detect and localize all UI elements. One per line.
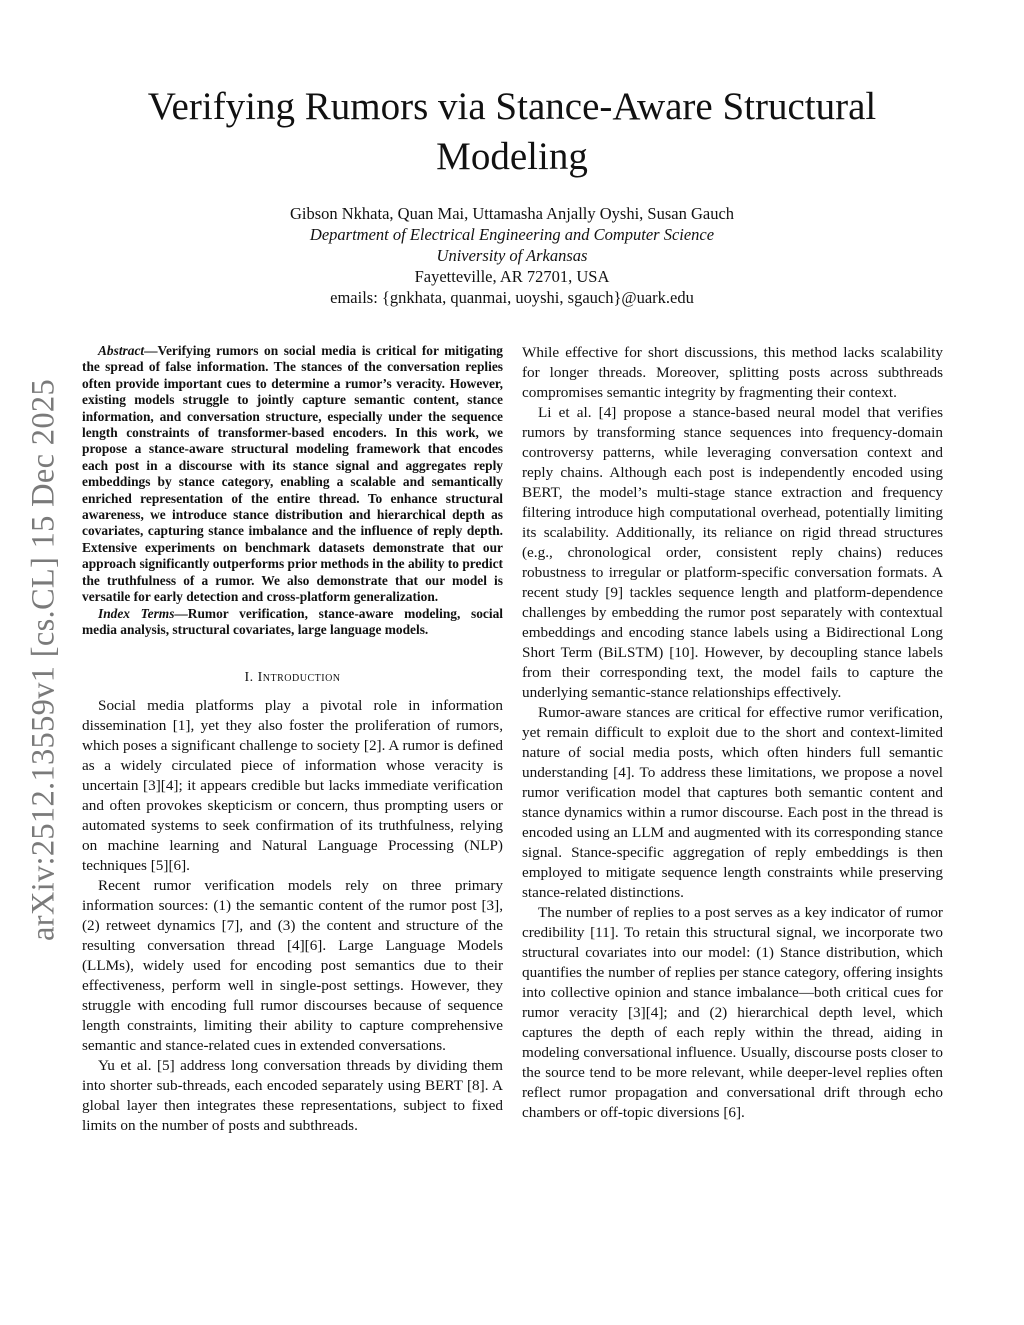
abstract <box>82 343 503 606</box>
section-heading: I. Introduction <box>244 670 341 686</box>
location: Fayetteville, AR 72701, USA <box>414 267 610 286</box>
title-line-2: Modeling <box>436 135 588 178</box>
department: Department of Electrical Engineering and Computer Science <box>309 225 715 244</box>
index-terms-text: —Rumor verification, stance-aware modeling, social media analysis, structural covariates, large language models. <box>82 605 503 637</box>
author-names: Gibson Nkhata, Quan Mai, Uttamasha Anjally Oyshi, Susan Gauch <box>289 204 735 223</box>
emails: emails: {gnkhata, quanmai, uoyshi, sgauch}@uark.edu <box>330 288 694 307</box>
right-paragraph-3: Rumor-aware stances are critical for effective rumor verification, yet remain difficult to exploit due to the short and context-limited nature of social media posts, which often hinders full semantic understanding [4]. To address these limitations, we propose a novel rumor verification model that captures both semantic content and stance dynamics within a rumor discourse. Each post in the thread is encoded using an LLM and augmented with its corresponding stance signal. Stance-specific aggregation of reply embeddings is then employed to mitigate sequence length constraints while preserving stance-related distinctions. <box>522 704 943 901</box>
intro-paragraph-1: Social media platforms play a pivotal role in information dissemination [1], yet they also foster the proliferation of rumors, which poses a significant challenge to society [2]. A rumor is defined as a widely circulated piece of information whose veracity is uncertain [3][4]; it appears credible but lacks immediate verification and often provokes skepticism or concern, thus prompting users or automated systems to seek confirmation of its truthfulness, relying on machine learning and Natural Language Processing (NLP) techniques [5][6]. <box>82 697 503 875</box>
right-paragraph-4: The number of replies to a post serves as a key indicator of rumor credibility [11]. To retain this structural signal, we incorporate two structural covariates into our model: (1) Stance distribution, which quantifies the number of replies per stance category, offering insights into collective opinion and stance imbalance—both critical cues for rumor veracity [3][4]; and (2) hierarchical depth level, which captures the depth of each reply within the thread, aiding in modeling conversational influence. Usually, discourse posts closer to the source tend to be more relevant, while deeper-level replies often reflect rumor propagation and conversational drift through echo chambers or off-topic diversions [6]. <box>522 904 943 1121</box>
author-block <box>0 203 1024 308</box>
university: University of Arkansas <box>436 246 588 265</box>
index-terms <box>82 606 503 639</box>
right-paragraph-2: Li et al. [4] propose a stance-based neural model that verifies rumors by transforming stance sequences into frequency-domain controversy patterns, while leveraging conversation context and reply chains. Although each post is independently encoded using BERT, the model’s multi-stage stance extraction and frequency filtering introduce high computational overhead, potentially limiting its scalability. Additionally, its reliance on rigid thread structures (e.g., chronological order, consistent reply chains) reduces robustness to irregular or platform-specific conversation formats. A recent study [9] tackles sequence length and platform-dependence challenges by embedding the rumor post separately with contextual embeddings and encoding stance labels using a Bidirectional Long Short Term (BiLSTM) [10]. However, by decoupling stance labels from their corresponding text, the model fails to capture the underlying semantic-stance relationships effectively. <box>522 404 943 701</box>
arxiv-identifier: arXiv:2512.13559v1 [cs.CL] 15 Dec 2025 <box>25 379 62 941</box>
abstract-text: —Verifying rumors on social media is critical for mitigating the spread of false information. The stances of the conversation replies often provide important cues to determine a rumor’s veracity. However, existing models struggle to jointly capture semantic content, stance information, and conversation structure, especially under the sequence length constraints of transformer-based encoders. In this work, we propose a stance-aware structural modeling framework that encodes each post in a discourse with its stance signal and aggregates reply embeddings by stance category, enabling a scalable and semantically enriched representation of the entire thread. To enhance structural awareness, we introduce stance distribution and hierarchical depth as covariates, capturing stance imbalance and the influence of reply depth. Extensive experiments on benchmark datasets demonstrate that our approach significantly outperforms prior methods in the ability to predict the truthfulness of a rumor. We also demonstrate that our model is versatile for early detection and cross-platform generalization. <box>82 343 503 605</box>
abstract-label: Abstract <box>98 343 145 358</box>
right-paragraph-1: While effective for short discussions, this method lacks scalability for longer threads. Moreover, splitting posts across subthreads compromises semantic integrity by fragmenting their context. <box>522 344 943 401</box>
right-column <box>522 343 943 1123</box>
intro-paragraph-2: Recent rumor verification models rely on three primary information sources: (1) the semantic content of the rumor post [3], (2) retweet dynamics [7], and (3) the content and structure of the resulting conversation thread [4][6]. Large Language Models (LLMs), widely used for encoding post semantics due to their effectiveness, perform well in single-post settings. However, they struggle with encoding full rumor discourses because of sequence length constraints, limiting their ability to capture comprehensive semantic and stance-related cues in extended conversations. <box>82 877 503 1055</box>
title-line-1: Verifying Rumors via Stance-Aware Structural <box>147 85 877 128</box>
index-terms-label: Index Terms <box>98 605 175 621</box>
left-column <box>82 343 503 1136</box>
paper-title <box>0 82 1024 182</box>
intro-paragraph-3: Yu et al. [5] address long conversation threads by dividing them into shorter sub-threads, each encoded separately using BERT [8]. A global layer then integrates these representations, subject to fixed limits on the number of posts and subthreads. <box>82 1057 503 1135</box>
